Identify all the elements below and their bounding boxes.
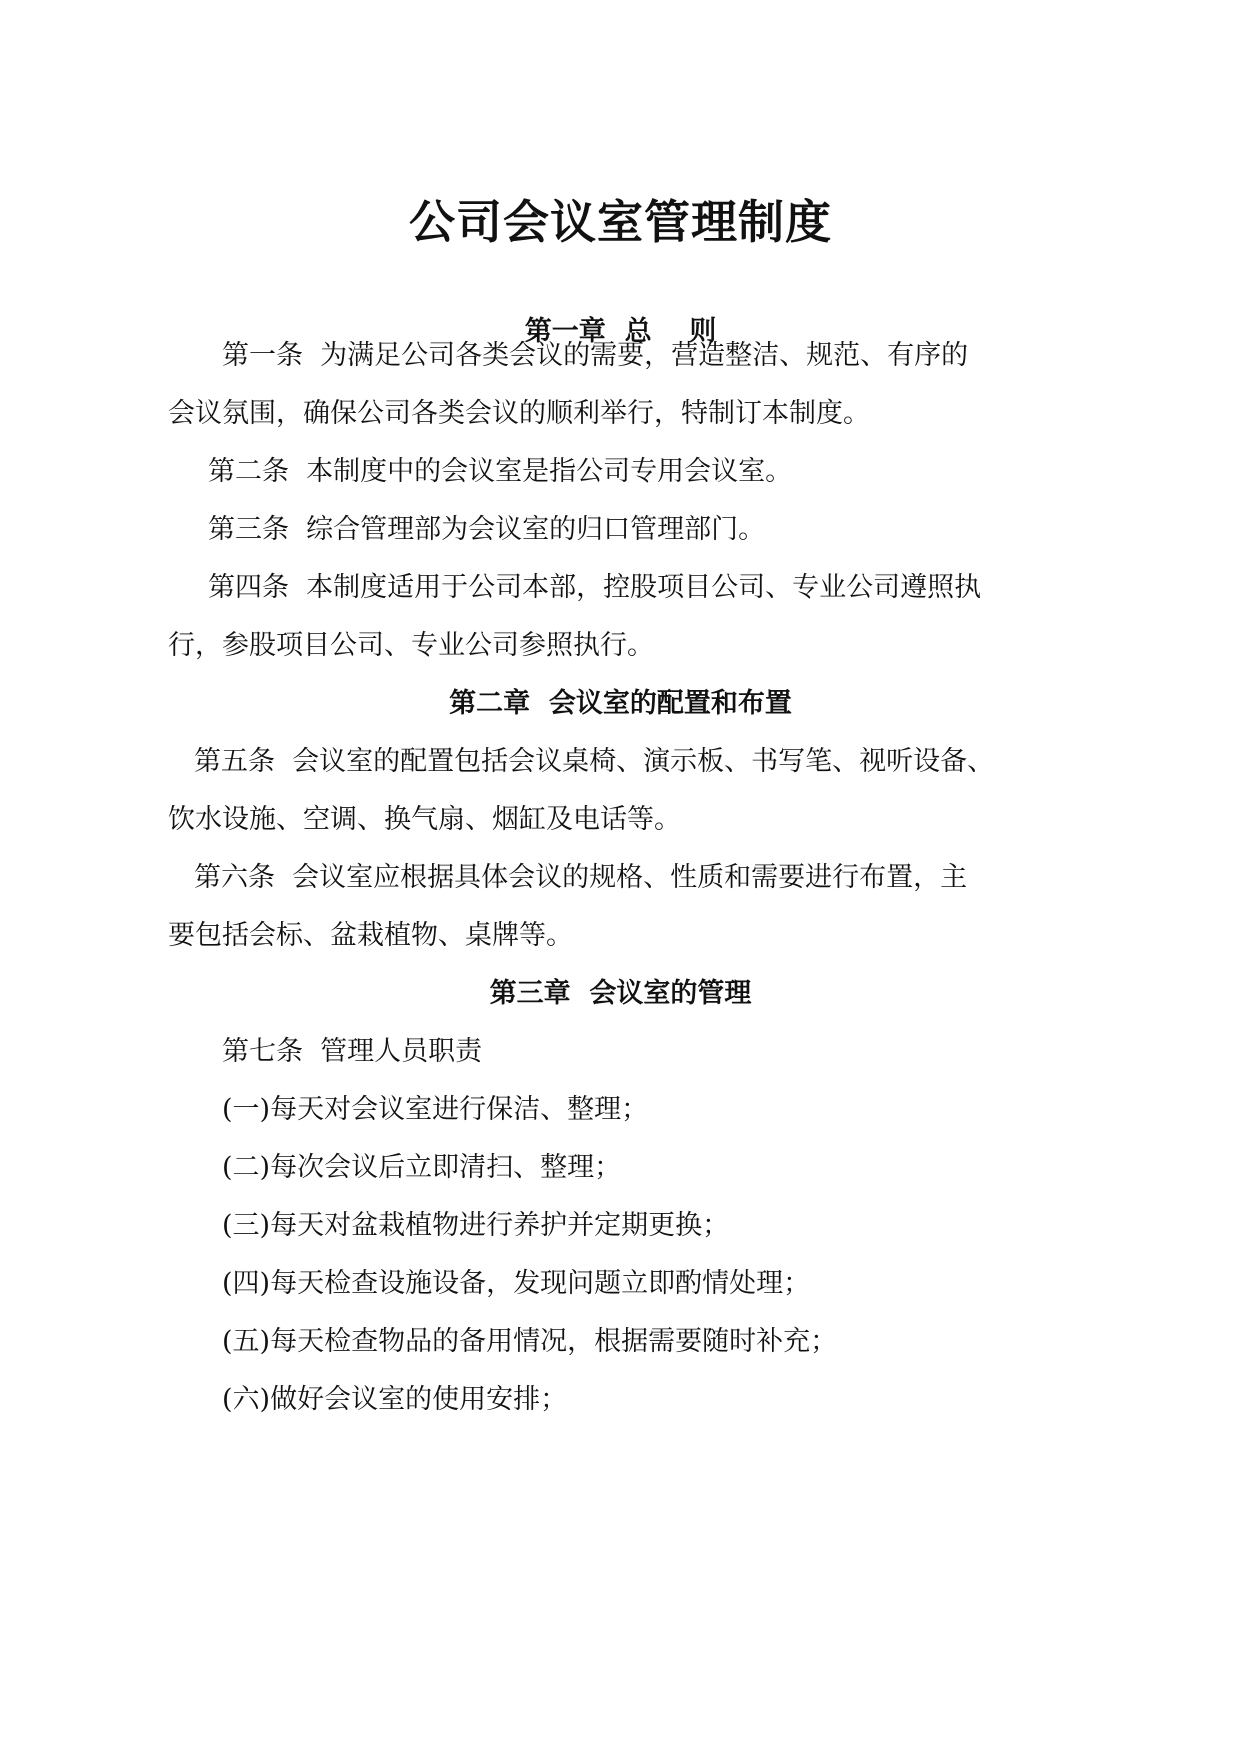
list-item: (四)每天检查设施设备，发现问题立即酌情处理； [222,1268,811,1299]
article-line: 行，参股项目公司、专业公司参照执行。 [168,630,654,661]
article-line: 第四条 本制度适用于公司本部，控股项目公司、专业公司遵照执 [208,572,982,603]
article-line: 第二条 本制度中的会议室是指公司专用会议室。 [208,456,793,487]
article-line: 第三条 综合管理部为会议室的归口管理部门。 [208,514,766,545]
document-title: 公司会议室管理制度 [409,195,832,249]
list-item: (二)每次会议后立即清扫、整理； [222,1152,622,1183]
article-line: 第六条 会议室应根据具体会议的规格、性质和需要进行布置，主 [194,862,968,893]
chapter-heading-3: 第三章 会议室的管理 [489,978,752,1009]
article-line: 饮水设施、空调、换气扇、烟缸及电话等。 [168,804,681,835]
list-item: (六)做好会议室的使用安排； [222,1384,568,1415]
list-item: (三)每天对盆栽植物进行养护并定期更换； [222,1210,730,1241]
list-item: (一)每天对会议室进行保洁、整理； [222,1094,649,1125]
chapter-heading-2: 第二章 会议室的配置和布置 [449,688,792,719]
article-line: 第五条 会议室的配置包括会议桌椅、演示板、书写笔、视听设备、 [194,746,995,777]
chapter-heading-1: 第一章 总 则 [524,316,717,347]
article-line: 会议氛围，确保公司各类会议的顺利举行，特制订本制度。 [168,398,870,429]
article-line: 第七条 管理人员职责 [222,1036,483,1067]
article-line: 第一条 为满足公司各类会议的需要，营造整洁、规范、有序的 [222,340,969,371]
article-line: 要包括会标、盆栽植物、桌牌等。 [168,920,573,951]
list-item: (五)每天检查物品的备用情况，根据需要随时补充； [222,1326,838,1357]
